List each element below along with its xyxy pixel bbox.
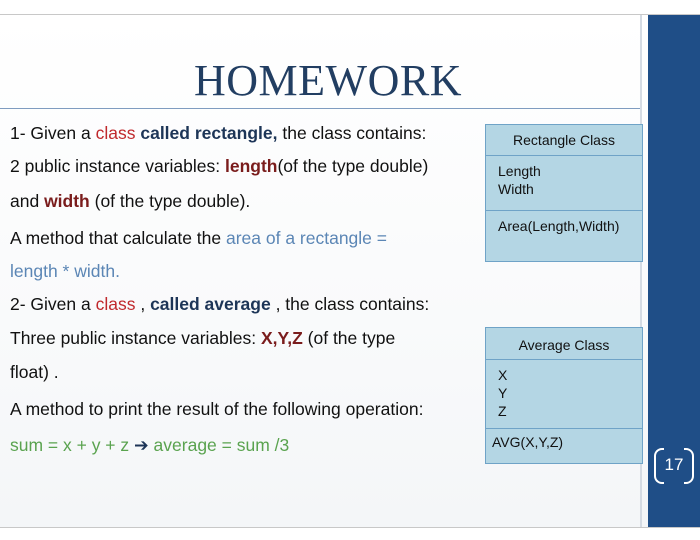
text-span: the class contains:	[277, 123, 427, 143]
uml-attribute: Y	[498, 385, 508, 401]
uml-class-name: Average Class	[486, 328, 642, 360]
uml-rectangle-class	[485, 124, 643, 262]
uml-class-name: Rectangle Class	[486, 125, 642, 156]
uml-methods	[486, 429, 642, 463]
text-span: 2- Given a	[10, 294, 96, 314]
slide-number	[652, 448, 696, 482]
uml-attribute: Width	[498, 181, 534, 197]
text-line-5	[10, 261, 120, 282]
uml-attribute: X	[498, 367, 508, 383]
variable-width: width	[44, 191, 90, 211]
text-span: and	[10, 191, 45, 211]
text-span: float) .	[10, 362, 59, 382]
formula-text: sum = x + y + z	[10, 435, 135, 455]
bracket-left-icon	[654, 448, 664, 484]
variable-length: length	[224, 156, 278, 176]
slide-title: HOMEWORK	[194, 56, 462, 105]
variables-xyz: X,Y,Z	[260, 328, 303, 348]
slide-number-text: 17	[664, 455, 684, 474]
keyword-class: class	[95, 123, 136, 143]
text-line-3	[10, 191, 250, 212]
text-span: A method that calculate the	[10, 228, 226, 248]
text-span: (of the type double)	[277, 156, 429, 176]
text-line-1	[10, 123, 426, 144]
text-span: 2 public instance variables:	[10, 156, 225, 176]
text-line-10	[10, 435, 289, 456]
text-line-9	[10, 399, 423, 420]
text-span: (of the type double).	[89, 191, 251, 211]
formula-text: area of a rectangle =	[225, 228, 387, 248]
uml-attributes	[486, 156, 642, 211]
formula-text: average = sum /3	[148, 435, 290, 455]
uml-average-class	[485, 327, 643, 464]
keyword-class: class	[95, 294, 136, 314]
title-divider	[0, 108, 640, 109]
text-span: (of the type	[302, 328, 396, 348]
uml-attribute: Z	[498, 403, 507, 419]
slide	[0, 14, 700, 528]
text-span: 1- Given a	[10, 123, 96, 143]
text-line-8	[10, 362, 59, 383]
text-span: Three public instance variables:	[10, 328, 261, 348]
bracket-right-icon	[684, 448, 694, 484]
uml-method: AVG(X,Y,Z)	[492, 434, 564, 450]
formula-text: length * width.	[10, 261, 120, 281]
arrow-right-icon: ➔	[134, 435, 149, 455]
text-line-7	[10, 328, 395, 349]
text-span: ,	[135, 294, 151, 314]
text-line-6	[10, 294, 429, 315]
text-line-2	[10, 156, 428, 177]
class-name-rectangle: called rectangle,	[140, 123, 278, 143]
uml-methods	[486, 211, 642, 261]
text-line-4	[10, 228, 387, 249]
text-span: , the class contains:	[270, 294, 430, 314]
uml-method: Area(Length,Width)	[498, 218, 620, 234]
uml-attributes	[486, 360, 642, 429]
text-span: A method to print the result of the following operation:	[10, 399, 424, 419]
uml-attribute: Length	[498, 163, 541, 179]
class-name-average: called average	[150, 294, 271, 314]
